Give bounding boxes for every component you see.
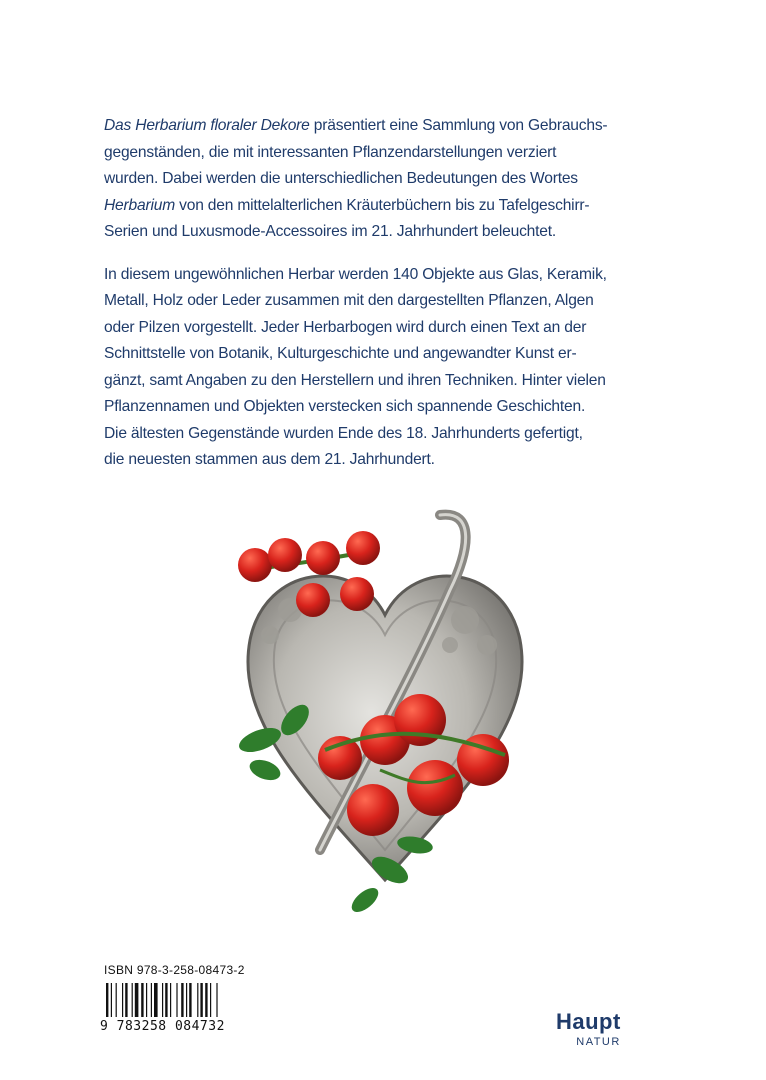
barcode-bar <box>141 983 143 1017</box>
blurb-line: Pflanzennamen und Objekten verstecken sich spannende Geschichten. <box>104 398 586 415</box>
back-cover-blurb <box>104 113 664 490</box>
blurb-text: präsentiert eine Sammlung von Gebrauchs- <box>309 117 608 134</box>
barcode-bar <box>146 983 147 1017</box>
blurb-paragraph-2 <box>104 262 664 474</box>
barcode-bar <box>197 983 198 1017</box>
blurb-text: von den mittelalterlichen Kräuterbüchern bis zu Tafelgeschirr- <box>175 196 590 214</box>
barcode-bar <box>200 983 202 1017</box>
pewter-tray-with-tomatoes-image <box>225 470 545 940</box>
blurb-line: gegenständen, die mit interessanten Pflanzendarstellungen verziert <box>104 143 557 161</box>
blurb-line: die neuesten stammen aus dem 21. Jahrhundert. <box>104 451 435 468</box>
barcode-bar <box>122 983 123 1017</box>
barcode-bar <box>181 983 183 1017</box>
barcode-bar <box>205 983 207 1017</box>
book-title: Das Herbarium floraler Dekore <box>104 117 310 134</box>
blurb-line: gänzt, samt Angaben zu den Herstellern und ihren Techniken. Hinter vielen <box>104 371 606 389</box>
barcode-bar <box>210 983 211 1017</box>
publisher-name: Haupt <box>556 1009 621 1034</box>
blurb-line: Metall, Holz oder Leder zusammen mit den dargestellten Pflanzen, Algen <box>104 292 594 309</box>
barcode-bar <box>189 983 191 1017</box>
isbn-barcode <box>104 983 264 1017</box>
barcode-bar <box>176 983 177 1017</box>
barcode-bar <box>135 983 139 1017</box>
term-herbarium: Herbarium <box>104 196 175 214</box>
barcode-bar <box>154 983 158 1017</box>
tomato-cluster-top <box>238 531 380 617</box>
barcode-bar <box>106 983 108 1017</box>
barcode-bar <box>162 983 163 1017</box>
barcode-bar <box>125 983 127 1017</box>
blurb-line <box>104 113 664 140</box>
blurb-line: oder Pilzen vorgestellt. Jeder Herbarbogen wird durch einen Text an der <box>104 318 587 336</box>
barcode-bar <box>132 983 133 1017</box>
blurb-paragraph-1 <box>104 113 664 246</box>
publisher-logo <box>556 1010 621 1048</box>
isbn-label: ISBN 978-3-258-08473-2 <box>104 963 245 977</box>
barcode-bar <box>116 983 117 1017</box>
barcode-bar <box>186 983 187 1017</box>
barcode-digits: 9 783258 084732 <box>100 1019 225 1034</box>
blurb-line: wurden. Dabei werden die unterschiedlichen Bedeutungen des Wortes <box>104 170 578 187</box>
blurb-line: In diesem ungewöhnlichen Herbar werden 140 Objekte aus Glas, Keramik, <box>104 265 607 283</box>
barcode-bar <box>165 983 167 1017</box>
blurb-line <box>104 193 664 220</box>
barcode-bar <box>170 983 171 1017</box>
barcode-bar <box>216 983 217 1017</box>
barcode-bar <box>111 983 112 1017</box>
blurb-line: Die ältesten Gegenstände wurden Ende des 18. Jahrhunderts gefertigt, <box>104 424 583 442</box>
blurb-line: Schnittstelle von Botanik, Kulturgeschichte und angewandter Kunst er- <box>104 345 577 362</box>
barcode-bar <box>151 983 152 1017</box>
blurb-line: Serien und Luxusmode-Accessoires im 21. Jahrhundert beleuchtet. <box>104 223 557 240</box>
publisher-series: NATUR <box>576 1036 621 1048</box>
